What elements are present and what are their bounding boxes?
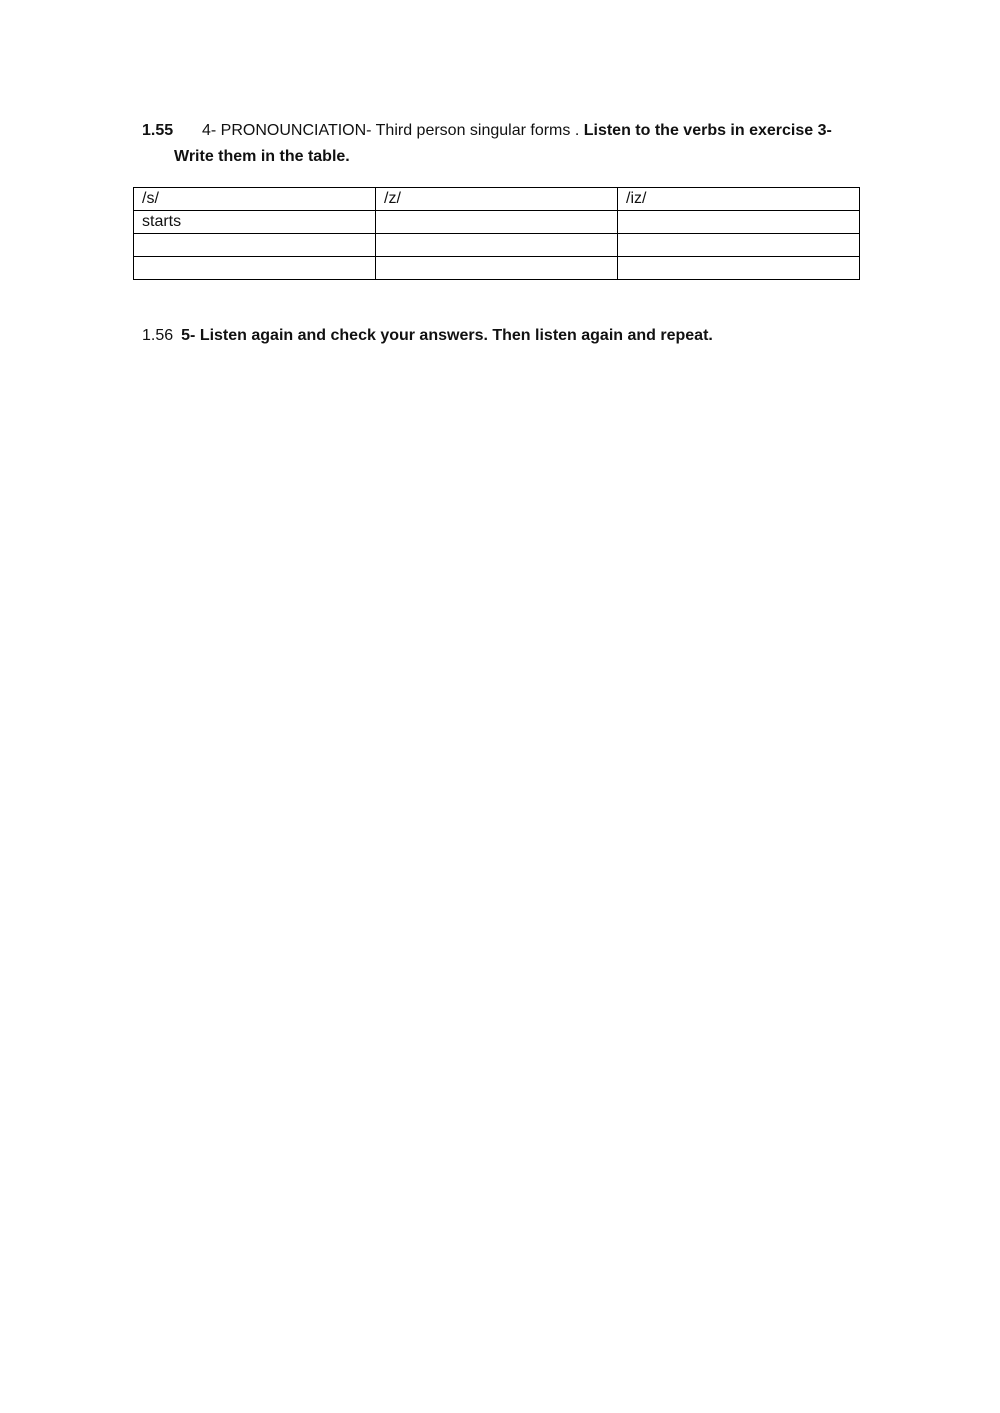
- table-cell[interactable]: [134, 234, 376, 257]
- table-cell[interactable]: [134, 257, 376, 280]
- column-header-s: /s/: [134, 188, 376, 211]
- table-cell[interactable]: [618, 257, 860, 280]
- table-cell[interactable]: [618, 211, 860, 234]
- exercise-4-line-2: Write them in the table.: [174, 148, 350, 165]
- exercise-5-prompt: 5- Listen again and check your answers. Then listen again and repeat.: [181, 327, 713, 344]
- column-header-iz: /iz/: [618, 188, 860, 211]
- pronunciation-table: [133, 187, 860, 280]
- exercise-4-prompt: 4- PRONOUNCIATION- Third person singular forms .: [202, 122, 580, 139]
- table-cell[interactable]: [376, 211, 618, 234]
- exercise-4-line-1: [142, 118, 862, 144]
- exercise-4-track-number: 1.55: [142, 122, 174, 139]
- table-cell[interactable]: starts: [134, 211, 376, 234]
- table-cell[interactable]: [376, 234, 618, 257]
- exercise-5-instructions: [142, 324, 713, 348]
- exercise-5-track-number: 1.56: [142, 327, 174, 344]
- table-row: [134, 257, 860, 280]
- table-row: [134, 234, 860, 257]
- exercise-4-instruction-bold: Listen to the verbs in exercise 3-: [583, 122, 832, 139]
- table-cell[interactable]: [618, 234, 860, 257]
- table-row: [134, 211, 860, 234]
- column-header-z: /z/: [376, 188, 618, 211]
- table-header-row: [134, 188, 860, 211]
- table-cell[interactable]: [376, 257, 618, 280]
- exercise-4-instructions: [142, 118, 862, 170]
